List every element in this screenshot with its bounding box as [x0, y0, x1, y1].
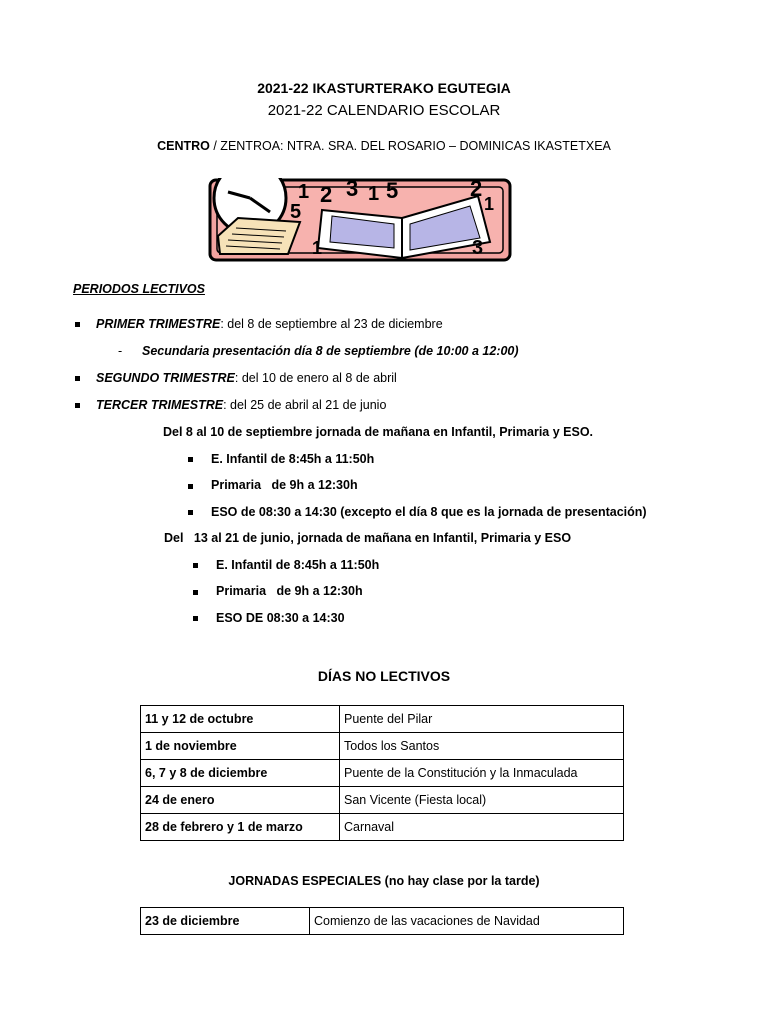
no-lectivos-table [140, 705, 624, 841]
clipart-number: 3 [346, 178, 359, 201]
clipart-number: 1 [298, 181, 310, 203]
desc-cell: Carnaval [340, 814, 624, 841]
bullet-icon [188, 484, 193, 489]
jornadas-especiales-heading: JORNADAS ESPECIALES (no hay clase por la tarde) [228, 874, 540, 888]
desc-cell: Puente del Pilar [340, 706, 624, 733]
table-row [141, 733, 624, 760]
clipart-number: 1 [484, 194, 495, 214]
clipart-number: 3 [472, 237, 484, 259]
secundaria-presentacion: Secundaria presentación día 8 de septiembre (de 10:00 a 12:00) [142, 344, 519, 358]
clipart-number: 1 [368, 183, 380, 205]
tercer-label: TERCER TRIMESTRE [96, 398, 224, 412]
bullet-icon [75, 403, 80, 408]
centro-line [0, 139, 768, 153]
clipart-number: 5 [386, 178, 399, 203]
primer-text: : del 8 de septiembre al 23 de diciembre [220, 317, 443, 331]
desc-cell: Puente de la Constitución y la Inmaculada [340, 760, 624, 787]
septiembre-heading: Del 8 al 10 de septiembre jornada de mañana en Infantil, Primaria y ESO. [163, 425, 594, 439]
bullet-icon [188, 510, 193, 515]
primer-label: PRIMER TRIMESTRE [96, 317, 221, 331]
junio-item: E. Infantil de 8:45h a 11:50h [216, 558, 380, 572]
segundo-trimestre [96, 371, 397, 385]
title-spanish: 2021-22 CALENDARIO ESCOLAR [267, 102, 501, 119]
bullet-icon [193, 616, 198, 621]
date-cell: 1 de noviembre [141, 733, 340, 760]
title-basque: 2021-22 IKASTURTERAKO EGUTEGIA [257, 80, 511, 96]
bullet-icon [75, 376, 80, 381]
date-cell: 28 de febrero y 1 de marzo [141, 814, 340, 841]
periodos-heading: PERIODOS LECTIVOS [73, 282, 205, 296]
tercer-trimestre [96, 398, 386, 412]
sept-item: E. Infantil de 8:45h a 11:50h [211, 452, 375, 466]
clipart-number: 2 [470, 178, 483, 201]
clipart-number: 2 [320, 182, 333, 207]
sept-item: ESO de 08:30 a 14:30 (excepto el día 8 que es la jornada de presentación) [211, 505, 647, 519]
date-cell: 11 y 12 de octubre [141, 706, 340, 733]
table-row [141, 787, 624, 814]
bullet-icon [188, 457, 193, 462]
dias-no-lectivos-heading: DÍAS NO LECTIVOS [317, 668, 451, 684]
desc-cell: Comienzo de las vacaciones de Navidad [310, 908, 624, 935]
date-cell: 6, 7 y 8 de diciembre [141, 760, 340, 787]
desc-cell: Todos los Santos [340, 733, 624, 760]
segundo-text: : del 10 de enero al 8 de abril [234, 371, 397, 385]
junio-item: ESO DE 08:30 a 14:30 [216, 611, 345, 625]
sept-item: Primaria de 9h a 12:30h [211, 478, 358, 492]
sub-dash: - [118, 344, 123, 358]
date-cell: 24 de enero [141, 787, 340, 814]
bullet-icon [75, 322, 80, 327]
table-row [141, 760, 624, 787]
date-cell: 23 de diciembre [141, 908, 310, 935]
desc-cell: San Vicente (Fiesta local) [340, 787, 624, 814]
primer-trimestre [96, 317, 443, 331]
bullet-icon [193, 590, 198, 595]
table-row [141, 814, 624, 841]
centro-label: CENTRO [157, 139, 210, 153]
tercer-text: : del 25 de abril al 21 de junio [223, 398, 387, 412]
junio-heading: Del 13 al 21 de junio, jornada de mañana en Infantil, Primaria y ESO [164, 531, 572, 545]
table-row [141, 908, 624, 935]
clipart-number: 1 [312, 238, 323, 258]
calendar-book-clock-clipart-icon [208, 178, 512, 262]
centro-name: / ZENTROA: NTRA. SRA. DEL ROSARIO – DOMINICAS IKASTETXEA [209, 139, 611, 153]
clipart-number: 5 [290, 201, 302, 223]
segundo-label: SEGUNDO TRIMESTRE [96, 371, 235, 385]
junio-item: Primaria de 9h a 12:30h [216, 584, 363, 598]
bullet-icon [193, 563, 198, 568]
table-row [141, 706, 624, 733]
especiales-table [140, 907, 624, 935]
